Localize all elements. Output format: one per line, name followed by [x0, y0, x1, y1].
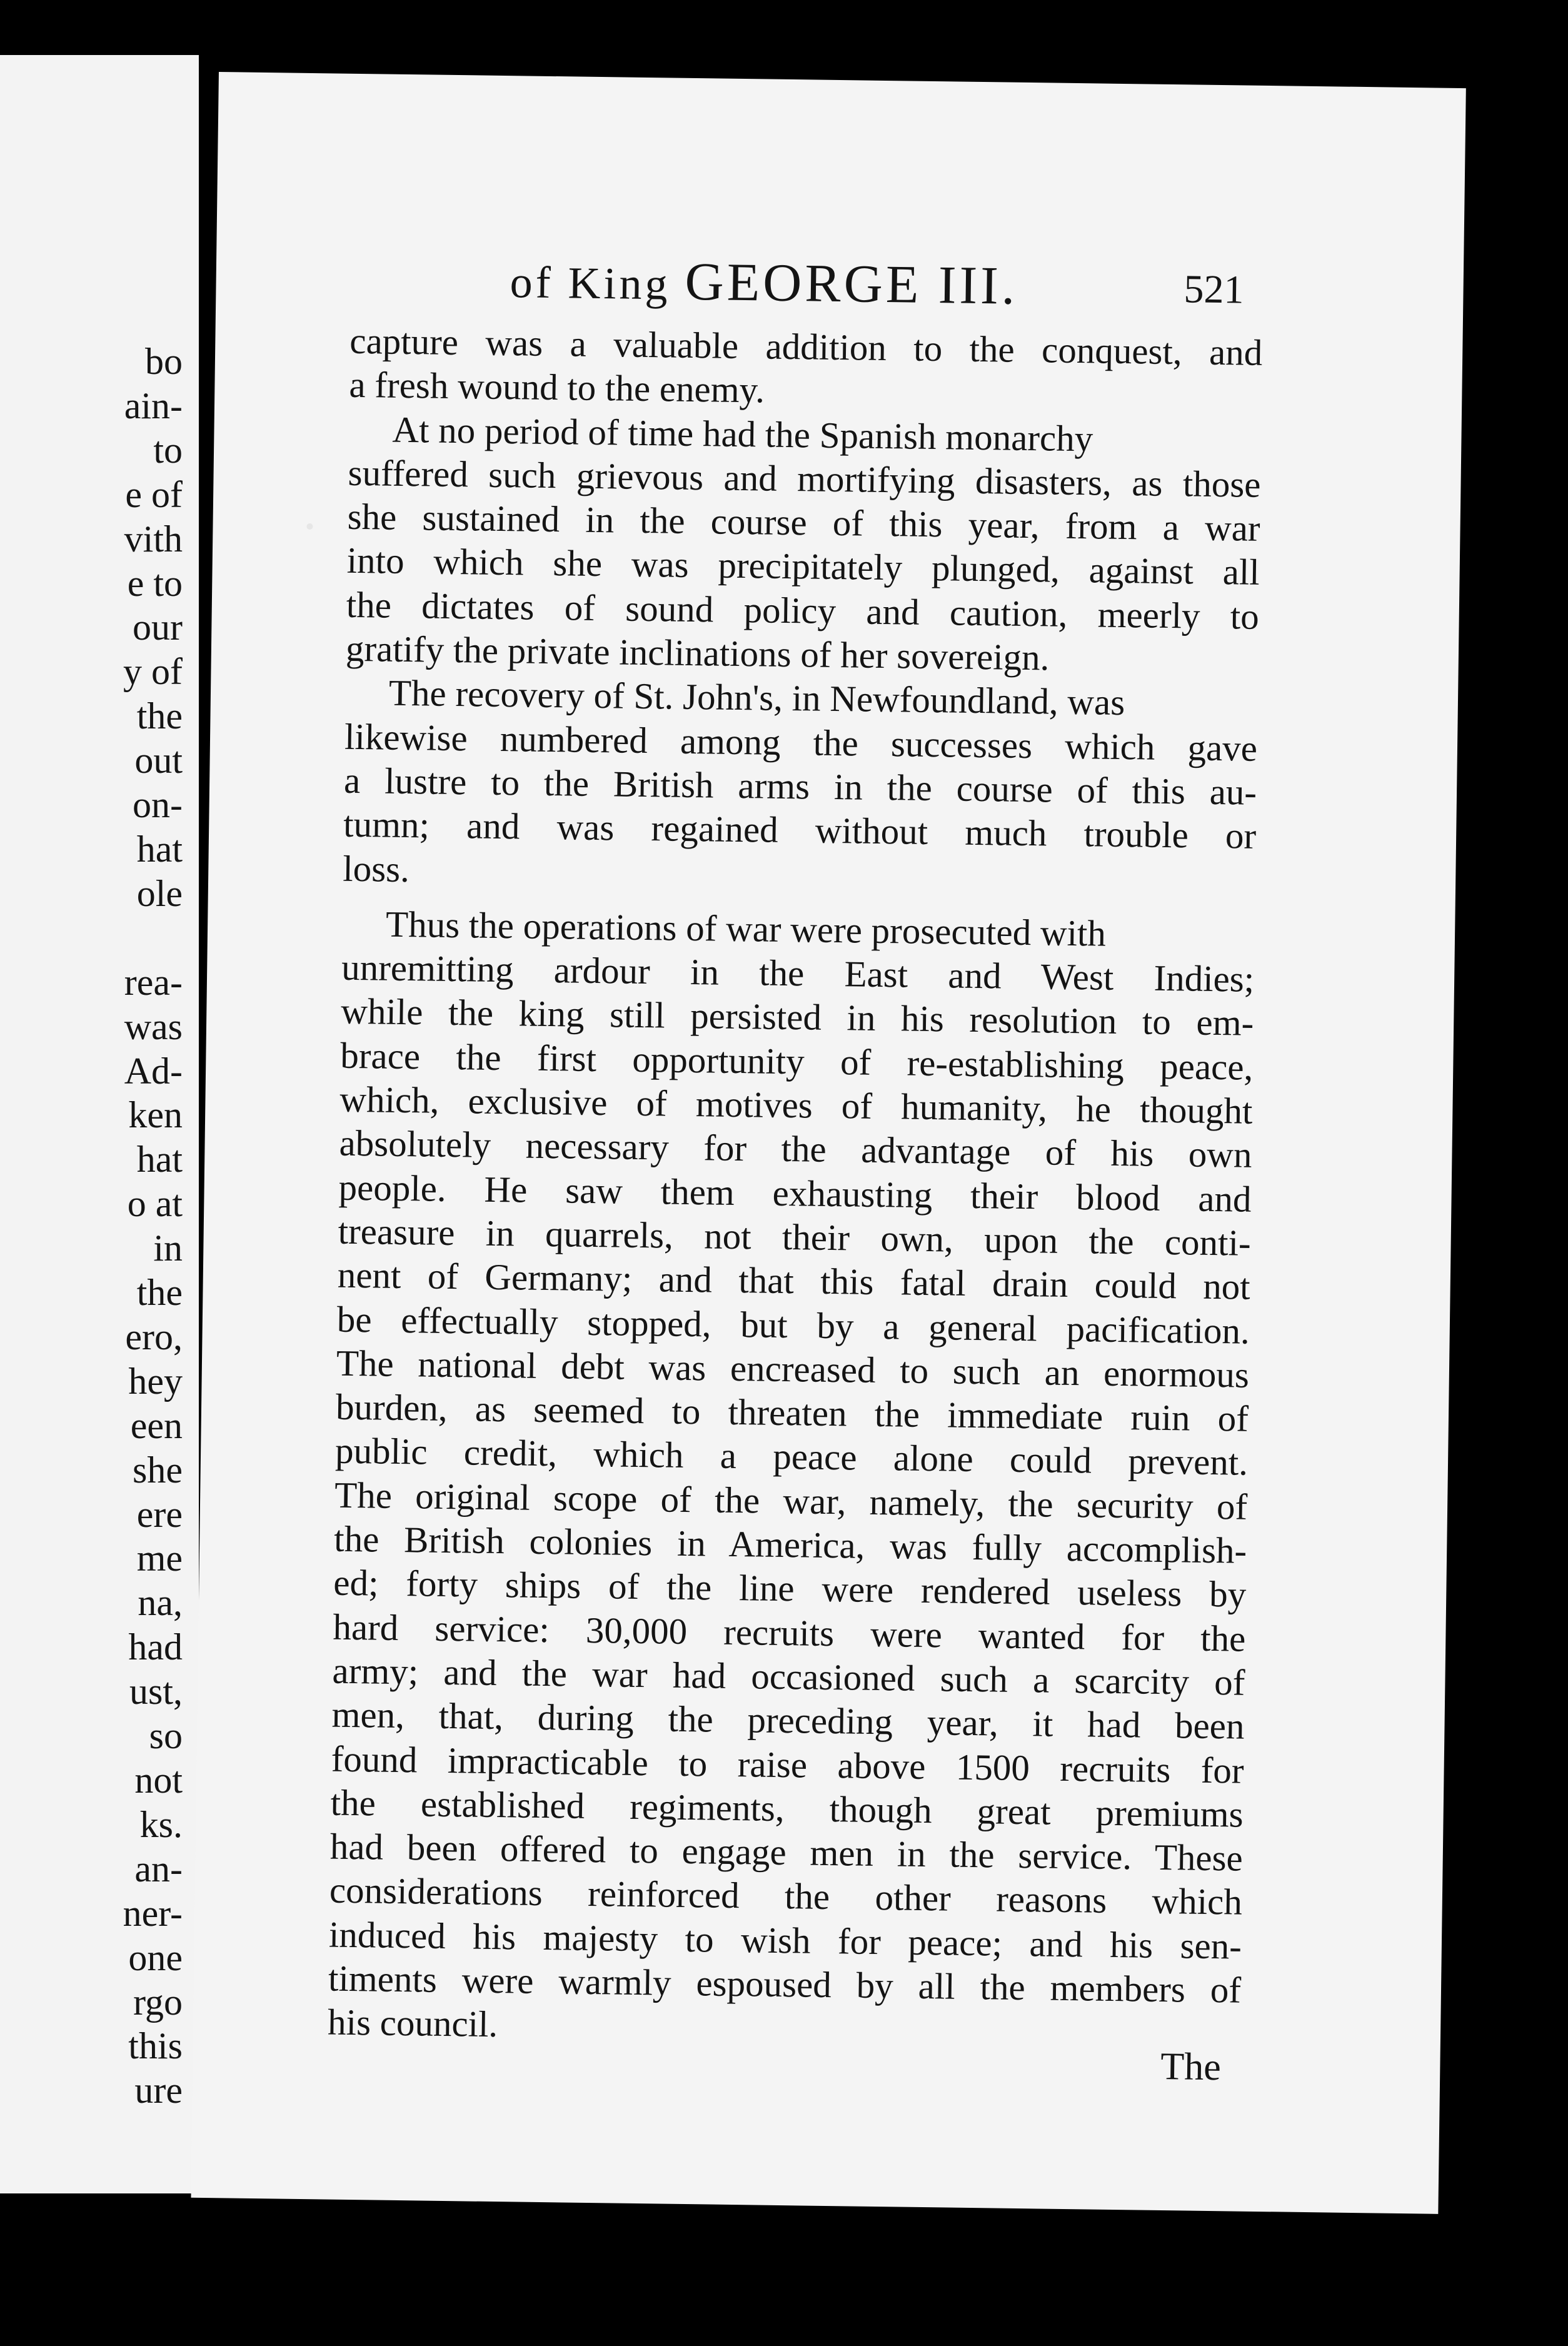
text-line: brace the first opportunity of re-establishing peace,	[340, 1034, 1254, 1088]
text-line: considerations reinforced the other reasons which	[329, 1869, 1243, 1923]
left-fragment-line	[123, 916, 183, 960]
left-fragment-line: hat	[136, 1139, 183, 1181]
left-page-text	[123, 340, 183, 2113]
text-line: burden, as seemed to threaten the immediate ruin of	[335, 1386, 1249, 1439]
left-fragment-line: was	[124, 1005, 183, 1047]
text-line: his council.	[327, 2001, 498, 2045]
left-fragment-line: the	[136, 1272, 183, 1314]
text-line: army; and the war had occasioned such a scarcity of	[332, 1649, 1245, 1703]
left-fragment-line: to	[153, 429, 183, 471]
left-fragment-line: rea-	[124, 961, 183, 1003]
text-line: the established regiments, though great premiums	[330, 1781, 1244, 1835]
left-fragment-line: bo	[145, 341, 183, 382]
page-number: 521	[1184, 266, 1245, 312]
left-fragment-line: y of	[123, 651, 183, 693]
left-page-fragment	[0, 55, 199, 2193]
left-fragment-line: so	[149, 1715, 183, 1757]
left-fragment-line: on-	[133, 784, 183, 826]
left-fragment-line: me	[136, 1538, 183, 1579]
left-fragment-line: this	[128, 2025, 183, 2067]
text-line: into which she was precipitately plunged, against all	[346, 540, 1260, 593]
left-fragment-line: ain-	[124, 385, 183, 426]
text-line: tumn; and was regained without much trouble or	[343, 803, 1257, 857]
text-line: while the king still persisted in his resolution to em-	[340, 990, 1254, 1044]
text-line: men, that, during the preceding year, it had been	[331, 1693, 1245, 1747]
text-line: a lustre to the British arms in the course of this au-	[343, 759, 1257, 813]
running-head	[510, 248, 1018, 317]
text-line: ed; forty ships of the line were rendered useless by	[333, 1561, 1247, 1616]
left-fragment-line: ks.	[139, 1803, 183, 1845]
text-line: a fresh wound to the enemy.	[349, 364, 765, 411]
left-fragment-line: ken	[128, 1094, 183, 1136]
text-line: gratify the private inclinations of her sovereign.	[345, 627, 1050, 678]
left-fragment-line: had	[128, 1626, 183, 1668]
left-fragment-line: she	[133, 1449, 183, 1491]
left-fragment-line: the	[136, 695, 183, 737]
text-line: induced his majesty to wish for peace; and his sen-	[328, 1913, 1242, 1967]
left-fragment-line: ure	[134, 2070, 183, 2112]
text-line: unremitting ardour in the East and West Indies;	[341, 946, 1255, 1000]
left-fragment-line: hey	[128, 1360, 183, 1402]
left-fragment-line: out	[134, 740, 183, 782]
text-line: The recovery of St. John's, in Newfoundland, was	[388, 672, 1125, 723]
left-fragment-line: e to	[127, 562, 183, 604]
left-fragment-line: ero,	[125, 1316, 183, 1357]
text-line: people. He saw them exhausting their blood and	[338, 1166, 1252, 1220]
text-line: Thus the operations of war were prosecuted with	[385, 903, 1107, 954]
text-line: the dictates of sound policy and caution, meerly to	[346, 583, 1260, 637]
text-line: be effectually stopped, but by a general pacification.	[336, 1298, 1250, 1352]
text-line: suffered such grievous and mortifying disasters, as those	[348, 451, 1261, 505]
left-fragment-line: ust,	[129, 1671, 183, 1713]
body-text	[328, 319, 1263, 2056]
left-fragment-line: not	[134, 1760, 183, 1801]
left-fragment-line: een	[130, 1404, 183, 1446]
text-line: likewise numbered among the successes which gave	[344, 715, 1258, 769]
text-line: timents were warmly espoused by all the members of	[328, 1957, 1242, 2011]
text-line: had been offered to engage men in the service. These	[329, 1825, 1244, 1879]
book-page	[191, 72, 1465, 2214]
left-fragment-line: rgo	[133, 1981, 183, 2023]
text-line: found impracticable to raise above 1500 recruits for	[331, 1738, 1245, 1791]
text-line: absolutely necessary for the advantage of his own	[339, 1122, 1252, 1176]
text-line: which, exclusive of motives of humanity, he thought	[339, 1078, 1253, 1132]
left-fragment-line: our	[133, 607, 183, 648]
left-fragment-line: an-	[134, 1848, 183, 1890]
left-fragment-line: o at	[127, 1183, 183, 1225]
text-line: loss.	[342, 847, 410, 890]
left-fragment-line: in	[153, 1227, 183, 1269]
text-line: she sustained in the course of this year, from a war	[347, 495, 1261, 550]
text-line: The national debt was encreased to such an enormous	[336, 1342, 1250, 1396]
text-line: the British colonies in America, was fully accomplish-	[333, 1518, 1247, 1571]
running-head-george: GEORGE III.	[685, 251, 1018, 316]
left-fragment-line: vith	[124, 518, 183, 560]
text-line: public credit, which a peace alone could prevent.	[334, 1430, 1249, 1484]
left-fragment-line: ole	[136, 872, 183, 914]
text-line: capture was a valuable addition to the conquest, and	[349, 320, 1263, 373]
text-line: At no period of time had the Spanish monarchy	[392, 408, 1093, 459]
left-fragment-line: na,	[138, 1582, 183, 1624]
text-line: treasure in quarrels, not their own, upon the conti-	[338, 1210, 1252, 1264]
left-fragment-line: e of	[125, 473, 183, 515]
text-line: hard service: 30,000 recruits were wanted for the	[333, 1606, 1246, 1659]
left-fragment-line: hat	[136, 828, 183, 870]
catchword: The	[1160, 2045, 1222, 2089]
left-fragment-line: ner-	[123, 1892, 183, 1934]
left-fragment-line: Ad-	[124, 1050, 183, 1092]
running-head-king: King	[568, 258, 671, 310]
left-fragment-line: one	[128, 1936, 183, 1978]
text-line: The original scope of the war, namely, the security of	[334, 1474, 1248, 1528]
left-fragment-line: ere	[136, 1493, 183, 1535]
text-line: nent of Germany; and that this fatal drain could not	[337, 1254, 1251, 1307]
running-head-of: of	[510, 257, 555, 308]
paper-speck	[306, 523, 313, 530]
